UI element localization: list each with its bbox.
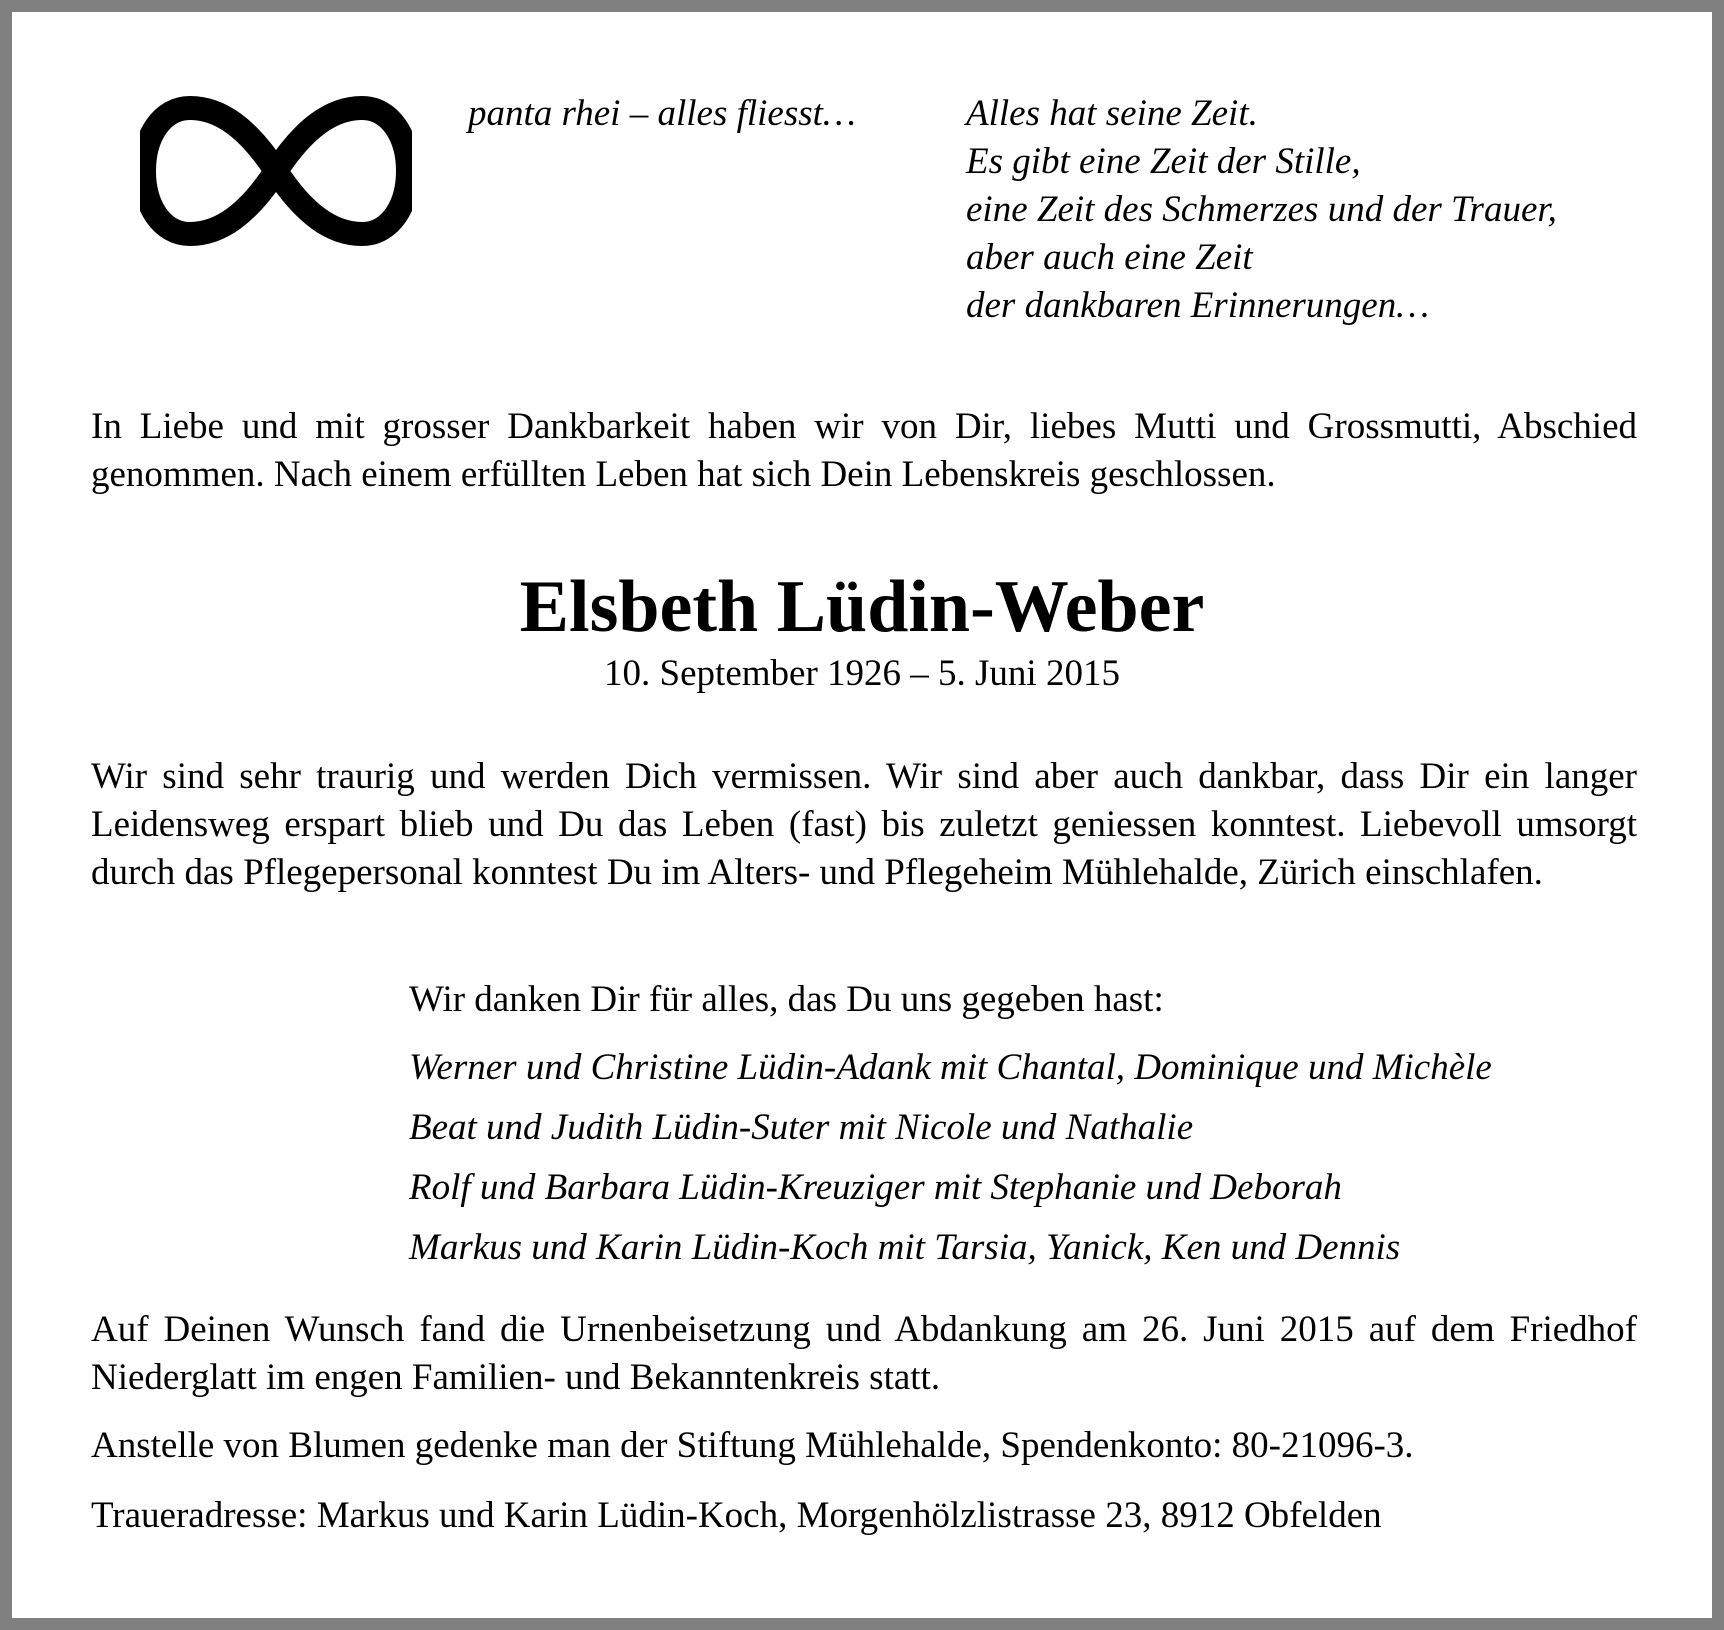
family-entry: Rolf und Barbara Lüdin-Kreuziger mit Stephanie und Deborah <box>409 1167 1342 1208</box>
thanks-line: Wir danken Dir für alles, das Du uns gegeben hast: <box>409 979 1164 1020</box>
burial-paragraph: Auf Deinen Wunsch fand die Urnenbeisetzung und Abdankung am 26. Juni 2015 auf dem Friedhof Niederglatt im engen Familien- und Bekanntenkreis statt. <box>91 1309 1637 1398</box>
poem-line: eine Zeit des Schmerzes und der Trauer, <box>966 189 1557 230</box>
message-paragraph: Wir sind sehr traurig und werden Dich vermissen. Wir sind aber auch dankbar, dass Dir ein langer Leidensweg erspart blieb und Du das Leben (fast) bis zuletzt geniessen konntest. Liebevoll umsorgt durch das Pflegepersonal konntest Du im Alters- und Pflegeheim Mühlehalde, Zürich einschlafen. <box>91 756 1637 893</box>
donation-note: Anstelle von Blumen gedenke man der Stiftung Mühlehalde, Spendenkonto: 80-21096-3. <box>91 1425 1414 1466</box>
obituary-page <box>12 12 1712 1618</box>
motto: panta rhei – alles fliesst… <box>468 93 856 134</box>
family-list <box>409 1044 1492 1284</box>
life-dates: 10. September 1926 – 5. Juni 2015 <box>604 653 1120 694</box>
poem <box>966 90 1557 330</box>
family-entry: Markus und Karin Lüdin-Koch mit Tarsia, Yanick, Ken und Dennis <box>409 1227 1401 1268</box>
mourning-address: Traueradresse: Markus und Karin Lüdin-Koch, Morgenhölzlistrasse 23, 8912 Obfelden <box>91 1495 1382 1536</box>
family-entry: Beat und Judith Lüdin-Suter mit Nicole und Nathalie <box>409 1107 1194 1148</box>
family-entry: Werner und Christine Lüdin-Adank mit Chantal, Dominique und Michèle <box>409 1047 1492 1088</box>
intro-paragraph: In Liebe und mit grosser Dankbarkeit haben wir von Dir, liebes Mutti und Grossmutti, Abschied genommen. Nach einem erfüllten Leben hat sich Dein Lebenskreis geschlossen. <box>91 406 1637 495</box>
poem-line: aber auch eine Zeit <box>966 237 1253 278</box>
poem-line: der dankbaren Erinnerungen… <box>966 285 1430 326</box>
deceased-name: Elsbeth Lüdin-Weber <box>519 566 1205 648</box>
infinity-icon <box>140 96 412 246</box>
poem-line: Alles hat seine Zeit. <box>966 93 1258 134</box>
poem-line: Es gibt eine Zeit der Stille, <box>966 141 1361 182</box>
